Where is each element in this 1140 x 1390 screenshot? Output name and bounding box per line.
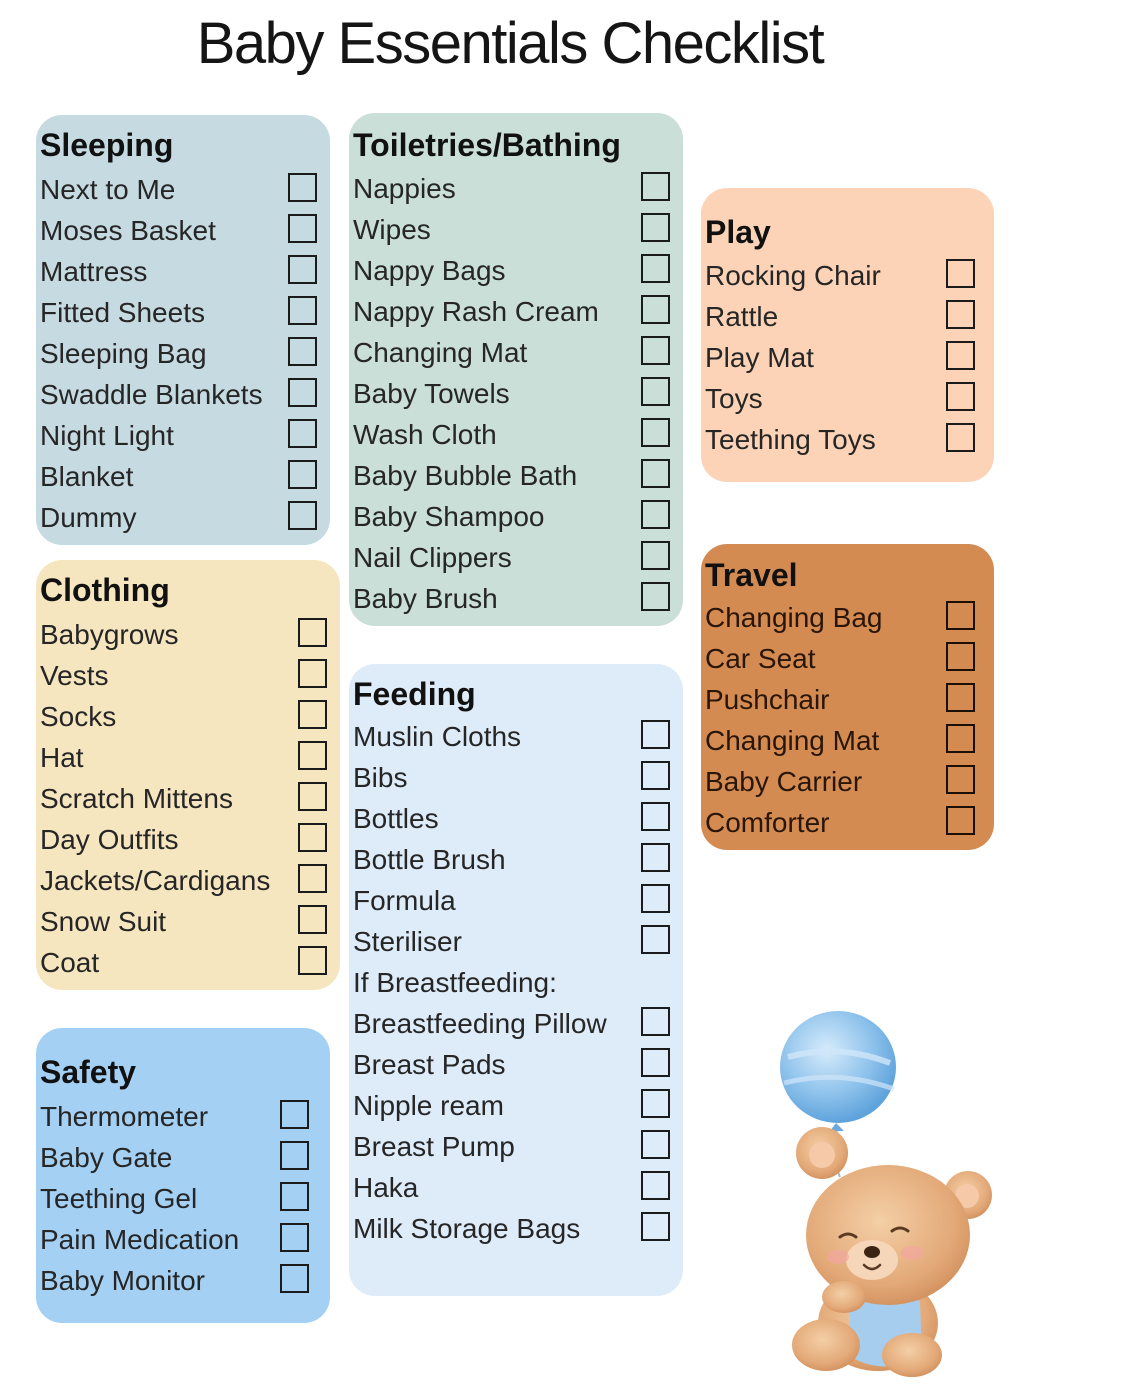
checkbox[interactable] bbox=[280, 1264, 309, 1293]
page-title: Baby Essentials Checklist bbox=[196, 11, 824, 76]
checklist-item bbox=[40, 902, 334, 942]
checklist-item bbox=[705, 338, 987, 378]
checklist-item bbox=[40, 656, 334, 696]
checkbox[interactable] bbox=[641, 1212, 670, 1241]
checkbox[interactable] bbox=[298, 864, 327, 893]
checklist-item bbox=[40, 861, 334, 901]
checklist-item bbox=[40, 615, 334, 655]
checklist-item bbox=[353, 210, 679, 250]
checkbox[interactable] bbox=[641, 1171, 670, 1200]
item-label: Pushchair bbox=[705, 684, 830, 715]
checkbox[interactable] bbox=[298, 782, 327, 811]
checkbox[interactable] bbox=[641, 925, 670, 954]
checkbox[interactable] bbox=[298, 618, 327, 647]
checkbox[interactable] bbox=[641, 1048, 670, 1077]
item-label: Thermometer bbox=[40, 1101, 209, 1132]
checklist-item bbox=[353, 374, 679, 414]
checkbox[interactable] bbox=[641, 459, 670, 488]
item-label: Pain Medication bbox=[40, 1224, 240, 1255]
item-label: Wash Cloth bbox=[353, 419, 497, 450]
checklist-item bbox=[353, 1045, 679, 1085]
checklist-item bbox=[705, 680, 987, 720]
checkbox[interactable] bbox=[641, 336, 670, 365]
checkbox[interactable] bbox=[298, 823, 327, 852]
checklist-item bbox=[353, 840, 679, 880]
checkbox[interactable] bbox=[946, 683, 975, 712]
checkbox[interactable] bbox=[641, 761, 670, 790]
item-label: Next to Me bbox=[40, 174, 176, 205]
checkbox[interactable] bbox=[946, 300, 975, 329]
item-label: Car Seat bbox=[705, 643, 816, 674]
item-label: Babygrows bbox=[40, 619, 179, 650]
item-label: Vests bbox=[40, 660, 109, 691]
checklist-item bbox=[705, 598, 987, 638]
checklist-item bbox=[353, 881, 679, 921]
item-label: Night Light bbox=[40, 420, 174, 451]
item-label: Baby Bubble Bath bbox=[353, 460, 578, 491]
checkbox[interactable] bbox=[641, 720, 670, 749]
item-label: Baby Gate bbox=[40, 1142, 173, 1173]
item-label: Milk Storage Bags bbox=[353, 1213, 581, 1244]
breastfeeding-subheading: If Breastfeeding: bbox=[353, 967, 557, 998]
item-label: Changing Bag bbox=[705, 602, 883, 633]
checklist-item bbox=[353, 333, 679, 373]
item-label: Snow Suit bbox=[40, 906, 167, 937]
item-label: Nappy Rash Cream bbox=[353, 296, 599, 327]
checkbox[interactable] bbox=[298, 741, 327, 770]
checkbox[interactable] bbox=[288, 255, 317, 284]
checklist-item bbox=[353, 169, 679, 209]
item-label: Nipple ream bbox=[353, 1090, 504, 1121]
checklist-item bbox=[353, 1168, 679, 1208]
checkbox[interactable] bbox=[298, 700, 327, 729]
item-label: Day Outfits bbox=[40, 824, 179, 855]
checkbox[interactable] bbox=[641, 884, 670, 913]
checklist-item bbox=[353, 1004, 679, 1044]
checkbox[interactable] bbox=[288, 337, 317, 366]
section-heading: Safety bbox=[40, 1054, 137, 1090]
item-label: Rattle bbox=[705, 301, 779, 332]
checklist-item bbox=[40, 1179, 322, 1219]
checkbox[interactable] bbox=[641, 213, 670, 242]
checklist-item bbox=[40, 334, 322, 374]
checkbox[interactable] bbox=[280, 1223, 309, 1252]
section-heading: Play bbox=[705, 214, 771, 250]
section-travel bbox=[701, 544, 994, 850]
item-label: Rocking Chair bbox=[705, 260, 881, 291]
checkbox[interactable] bbox=[946, 642, 975, 671]
checklist-item bbox=[40, 498, 322, 538]
item-label: Bottles bbox=[353, 803, 439, 834]
checklist-item bbox=[353, 251, 679, 291]
checkbox[interactable] bbox=[288, 501, 317, 530]
checklist-item bbox=[40, 1220, 322, 1260]
item-label: Scratch Mittens bbox=[40, 783, 233, 814]
checklist-item bbox=[705, 762, 987, 802]
checklist-item bbox=[353, 1086, 679, 1126]
item-label: Nail Clippers bbox=[353, 542, 512, 573]
item-label: Nappy Bags bbox=[353, 255, 506, 286]
checklist-item bbox=[40, 293, 322, 333]
checklist-item bbox=[40, 820, 334, 860]
section-play bbox=[701, 188, 994, 482]
checkbox[interactable] bbox=[641, 802, 670, 831]
checkbox[interactable] bbox=[641, 254, 670, 283]
checkbox[interactable] bbox=[946, 724, 975, 753]
section-heading: Clothing bbox=[40, 572, 170, 608]
checklist-item bbox=[40, 211, 322, 251]
item-label: Formula bbox=[353, 885, 456, 916]
checklist-item bbox=[40, 779, 334, 819]
checkbox[interactable] bbox=[641, 843, 670, 872]
checklist-item bbox=[40, 375, 322, 415]
teddy-bear-with-balloon-icon bbox=[770, 1005, 1020, 1385]
checkbox[interactable] bbox=[298, 946, 327, 975]
checklist-item bbox=[705, 721, 987, 761]
section-heading: Travel bbox=[705, 557, 798, 593]
checkbox[interactable] bbox=[946, 259, 975, 288]
item-label: Dummy bbox=[40, 502, 137, 533]
checklist-item bbox=[40, 457, 322, 497]
checklist-item bbox=[353, 497, 679, 537]
checkbox[interactable] bbox=[641, 377, 670, 406]
checkbox[interactable] bbox=[280, 1182, 309, 1211]
checklist-item bbox=[40, 697, 334, 737]
item-label: Baby Shampoo bbox=[353, 501, 545, 532]
section-clothing bbox=[36, 560, 340, 990]
checklist-item bbox=[705, 803, 987, 843]
checklist-item bbox=[40, 1261, 322, 1301]
item-label: Comforter bbox=[705, 807, 830, 838]
checkbox[interactable] bbox=[946, 806, 975, 835]
item-label: Socks bbox=[40, 701, 117, 732]
item-label: Moses Basket bbox=[40, 215, 216, 246]
checklist-item bbox=[40, 1138, 322, 1178]
checkbox[interactable] bbox=[288, 378, 317, 407]
section-feeding bbox=[349, 664, 683, 1296]
item-label: Changing Mat bbox=[353, 337, 528, 368]
checkbox[interactable] bbox=[298, 659, 327, 688]
item-label: Sleeping Bag bbox=[40, 338, 207, 369]
section-sleeping bbox=[36, 115, 330, 545]
checkbox[interactable] bbox=[641, 1007, 670, 1036]
item-label: Mattress bbox=[40, 256, 148, 287]
checkbox[interactable] bbox=[288, 460, 317, 489]
item-label: Nappies bbox=[353, 173, 456, 204]
item-label: Bottle Brush bbox=[353, 844, 506, 875]
checklist-item bbox=[40, 943, 334, 983]
checklist-item bbox=[353, 415, 679, 455]
item-label: Baby Monitor bbox=[40, 1265, 205, 1296]
item-label: Changing Mat bbox=[705, 725, 880, 756]
checkbox[interactable] bbox=[641, 295, 670, 324]
checklist-item bbox=[353, 717, 679, 757]
section-heading: Sleeping bbox=[40, 127, 174, 163]
item-label: Breast Pads bbox=[353, 1049, 506, 1080]
checklist-item bbox=[353, 1209, 679, 1249]
checkbox[interactable] bbox=[641, 541, 670, 570]
checklist-item bbox=[40, 1097, 322, 1137]
checkbox[interactable] bbox=[641, 1089, 670, 1118]
checkbox[interactable] bbox=[288, 214, 317, 243]
item-label: Baby Carrier bbox=[705, 766, 863, 797]
checklist-item bbox=[353, 799, 679, 839]
checklist-item bbox=[705, 639, 987, 679]
item-label: Jackets/Cardigans bbox=[40, 865, 271, 896]
checklist-item bbox=[705, 379, 987, 419]
checkbox[interactable] bbox=[641, 418, 670, 447]
checklist-item bbox=[353, 922, 679, 962]
section-toiletries bbox=[349, 113, 683, 626]
checklist-item bbox=[353, 758, 679, 798]
checkbox[interactable] bbox=[641, 500, 670, 529]
item-label: Breast Pump bbox=[353, 1131, 515, 1162]
checkbox[interactable] bbox=[288, 419, 317, 448]
item-label: Baby Brush bbox=[353, 583, 498, 614]
checkbox[interactable] bbox=[946, 341, 975, 370]
item-label: Fitted Sheets bbox=[40, 297, 205, 328]
checkbox[interactable] bbox=[280, 1100, 309, 1129]
checklist-item bbox=[705, 420, 987, 460]
checklist-item bbox=[40, 252, 322, 292]
item-label: Coat bbox=[40, 947, 100, 978]
checklist-item bbox=[40, 416, 322, 456]
checkbox[interactable] bbox=[288, 296, 317, 325]
item-label: Haka bbox=[353, 1172, 419, 1203]
item-label: Teething Toys bbox=[705, 424, 876, 455]
item-label: Steriliser bbox=[353, 926, 462, 957]
item-label: Hat bbox=[40, 742, 84, 773]
checkbox[interactable] bbox=[641, 582, 670, 611]
section-heading: Toiletries/Bathing bbox=[353, 127, 621, 163]
item-label: Blanket bbox=[40, 461, 134, 492]
section-safety bbox=[36, 1028, 330, 1323]
checkbox[interactable] bbox=[946, 423, 975, 452]
checklist-item bbox=[353, 579, 679, 619]
section-heading: Feeding bbox=[353, 676, 476, 712]
item-label: Wipes bbox=[353, 214, 431, 245]
checklist-item bbox=[40, 738, 334, 778]
checkbox[interactable] bbox=[946, 765, 975, 794]
checklist-item bbox=[705, 297, 987, 337]
checklist-item bbox=[353, 292, 679, 332]
checklist-item bbox=[353, 538, 679, 578]
item-label: Muslin Cloths bbox=[353, 721, 522, 752]
checkbox[interactable] bbox=[298, 905, 327, 934]
item-label: Teething Gel bbox=[40, 1183, 198, 1214]
checklist-item bbox=[353, 456, 679, 496]
item-label: Swaddle Blankets bbox=[40, 379, 263, 410]
checkbox[interactable] bbox=[946, 382, 975, 411]
item-label: Breastfeeding Pillow bbox=[353, 1008, 607, 1039]
checkbox[interactable] bbox=[280, 1141, 309, 1170]
item-label: Play Mat bbox=[705, 342, 814, 373]
item-label: Baby Towels bbox=[353, 378, 510, 409]
checkbox[interactable] bbox=[946, 601, 975, 630]
checkbox[interactable] bbox=[288, 173, 317, 202]
item-label: Toys bbox=[705, 383, 763, 414]
checklist-item bbox=[353, 1127, 679, 1167]
checkbox[interactable] bbox=[641, 1130, 670, 1159]
item-label: Bibs bbox=[353, 762, 408, 793]
checkbox[interactable] bbox=[641, 172, 670, 201]
checklist-item bbox=[705, 256, 987, 296]
checklist-item bbox=[40, 170, 322, 210]
